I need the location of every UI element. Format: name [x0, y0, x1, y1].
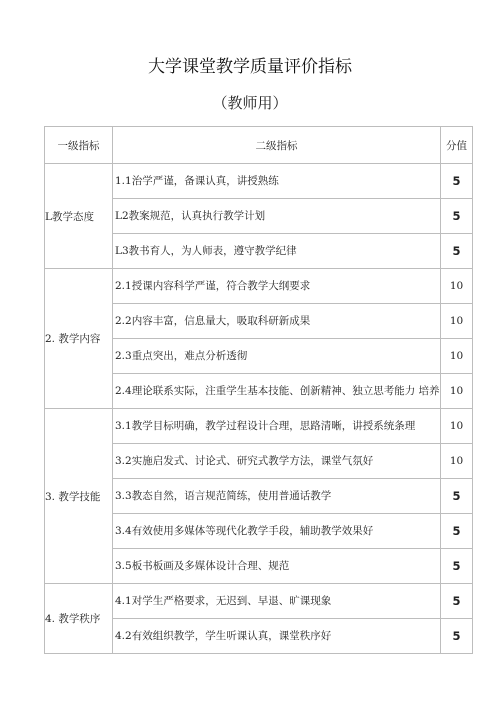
criterion-cell: 3.2实施启发式、讨论式、研究式教学方法，课堂气氛好	[113, 444, 441, 479]
criterion-cell: L3教书育人，为人师表，遵守教学纪律	[113, 234, 441, 269]
category-cell: 4. 教学秩序	[45, 584, 113, 654]
criterion-cell: 2.1授课内容科学严谨，符合教学大纲要求	[113, 269, 441, 304]
category-cell: L教学态度	[45, 164, 113, 269]
score-cell: 5	[441, 234, 473, 269]
table-row	[45, 409, 473, 444]
criterion-cell: 2.4理论联系实际，注重学生基本技能、创新精神、独立思考能力 培养	[113, 374, 441, 409]
criterion-cell: 2.2内容丰富，信息量大，吸取科研新成果	[113, 304, 441, 339]
table-row	[45, 164, 473, 199]
criterion-cell: 1.1治学严谨，备课认真，讲授熟练	[113, 164, 441, 199]
score-cell: 10	[441, 409, 473, 444]
header-level2: 二级指标	[113, 127, 441, 164]
header-level1: 一级指标	[45, 127, 113, 164]
table-row	[45, 584, 473, 619]
table-row	[45, 269, 473, 304]
criterion-cell: L2教案规范，认真执行教学计划	[113, 199, 441, 234]
evaluation-table	[44, 126, 473, 654]
criterion-cell: 3.5板书板画及多媒体设计合理、规范	[113, 549, 441, 584]
criterion-cell: 4.1对学生严格要求，无迟到、早退、旷课现象	[113, 584, 441, 619]
criterion-cell: 3.1教学目标明确，教学过程设计合理，思路清晰，讲授系统条理	[113, 409, 441, 444]
header-score: 分值	[441, 127, 473, 164]
category-cell: 2. 教学内容	[45, 269, 113, 409]
score-cell: 5	[441, 199, 473, 234]
criterion-cell: 3.4有效使用多媒体等现代化教学手段，辅助教学效果好	[113, 514, 441, 549]
score-cell: 5	[441, 514, 473, 549]
score-cell: 5	[441, 164, 473, 199]
page-title: 大学课堂教学质量评价指标	[148, 57, 352, 77]
category-cell: 3. 教学技能	[45, 409, 113, 584]
score-cell: 5	[441, 479, 473, 514]
criterion-cell: 4.2有效组织教学，学生听课认真，课堂秩序好	[113, 619, 441, 654]
score-cell: 10	[441, 374, 473, 409]
score-cell: 5	[441, 549, 473, 584]
table-header-row	[45, 127, 473, 164]
score-cell: 5	[441, 619, 473, 654]
score-cell: 5	[441, 584, 473, 619]
score-cell: 10	[441, 444, 473, 479]
table-body	[45, 164, 473, 654]
page-subtitle: （教师用）	[212, 94, 288, 112]
score-cell: 10	[441, 339, 473, 374]
score-cell: 10	[441, 304, 473, 339]
score-cell: 10	[441, 269, 473, 304]
criterion-cell: 2.3重点突出，难点分析透彻	[113, 339, 441, 374]
criterion-cell: 3.3教态自然，语言规范简练，使用普通话教学	[113, 479, 441, 514]
